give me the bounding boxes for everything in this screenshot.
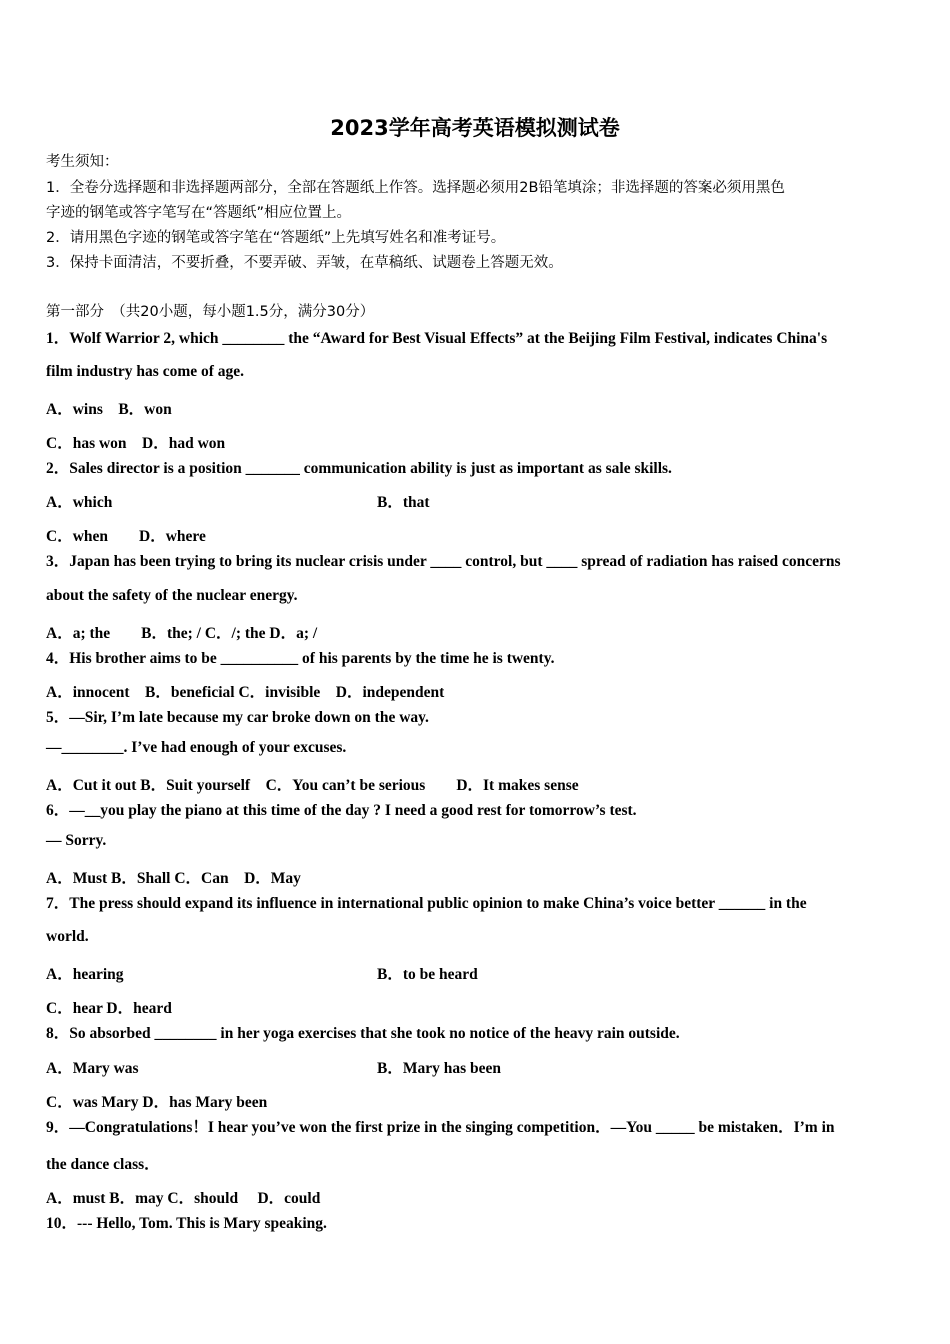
section-heading: 第一部分 （共20小题，每小题1.5分，满分30分） xyxy=(46,304,375,320)
answer-option-b: B．Mary has been xyxy=(377,1060,502,1077)
question-stem-cont: — Sorry. xyxy=(46,832,107,849)
page-title: 2023学年高考英语模拟测试卷 xyxy=(330,116,620,140)
answer-options: C．was Mary D．has Mary been xyxy=(46,1094,268,1111)
question-stem: 6．—__you play the piano at this time of the day ? I need a good rest for tomorrow’s test. xyxy=(46,802,637,819)
answer-options: C．has won D．had won xyxy=(46,435,226,452)
question-stem-cont: about the safety of the nuclear energy. xyxy=(46,587,298,604)
answer-option-a: A．which xyxy=(46,494,113,511)
answer-options: A．wins B．won xyxy=(46,401,172,418)
question-stem: 7．The press should expand its influence in international public opinion to make China’s voice better ______ in the xyxy=(46,895,807,912)
answer-options: A．Cut it out B．Suit yourself C．You can’t be serious D．It makes sense xyxy=(46,777,579,794)
question-stem-cont: film industry has come of age. xyxy=(46,363,245,380)
question-stem: 3．Japan has been trying to bring its nuclear crisis under ____ control, but ____ spread of radiation has raised concerns xyxy=(46,553,841,570)
question-stem: 4．His brother aims to be __________ of his parents by the time he is twenty. xyxy=(46,650,555,667)
question-stem: 8．So absorbed ________ in her yoga exercises that she took no notice of the heavy rain outside. xyxy=(46,1025,680,1042)
question-stem: 10．--- Hello, Tom. This is Mary speaking. xyxy=(46,1215,327,1232)
question-stem: 9．—Congratulations！I hear you’ve won the first prize in the singing competition．—You _____ be mistaken．I’m in xyxy=(46,1119,835,1136)
question-stem-cont: world. xyxy=(46,928,89,945)
notice-heading: 考生须知： xyxy=(46,154,119,170)
answer-option-a: A．Mary was xyxy=(46,1060,139,1077)
question-stem-cont: —________. I’ve had enough of your excuses. xyxy=(46,739,347,756)
notice-line-3: 3．保持卡面清洁，不要折叠，不要弄破、弄皱，在草稿纸、试题卷上答题无效。 xyxy=(46,255,563,271)
question-stem: 5．—Sir, I’m late because my car broke down on the way. xyxy=(46,709,429,726)
question-stem: 1．Wolf Warrior 2, which ________ the “Award for Best Visual Effects” at the Beijing Film Festival, indicates China's xyxy=(46,330,828,347)
answer-option-b: B．to be heard xyxy=(377,966,478,983)
answer-options: C．when D．where xyxy=(46,528,206,545)
answer-options: A．must B．may C．should D．could xyxy=(46,1190,321,1207)
answer-option-b: B．that xyxy=(377,494,430,511)
notice-line-1a: 1．全卷分选择题和非选择题两部分，全部在答题纸上作答。选择题必须用2B铅笔填涂；非选择题的答案必须用黑色 xyxy=(46,180,785,196)
notice-line-1b: 字迹的钢笔或答字笔写在“答题纸”相应位置上。 xyxy=(46,205,352,221)
notice-line-2: 2．请用黑色字迹的钢笔或答字笔在“答题纸”上先填写姓名和准考证号。 xyxy=(46,230,506,246)
answer-options: C．hear D．heard xyxy=(46,1000,172,1017)
question-stem: 2．Sales director is a position _______ communication ability is just as important as sale skills. xyxy=(46,460,672,477)
answer-options: A．Must B．Shall C．Can D．May xyxy=(46,870,301,887)
answer-option-a: A．hearing xyxy=(46,966,124,983)
question-stem-cont: the dance class． xyxy=(46,1156,160,1173)
answer-options: A．innocent B．beneficial C．invisible D．independent xyxy=(46,684,445,701)
answer-options: A．a; the B．the; / C．/; the D．a; / xyxy=(46,625,318,642)
